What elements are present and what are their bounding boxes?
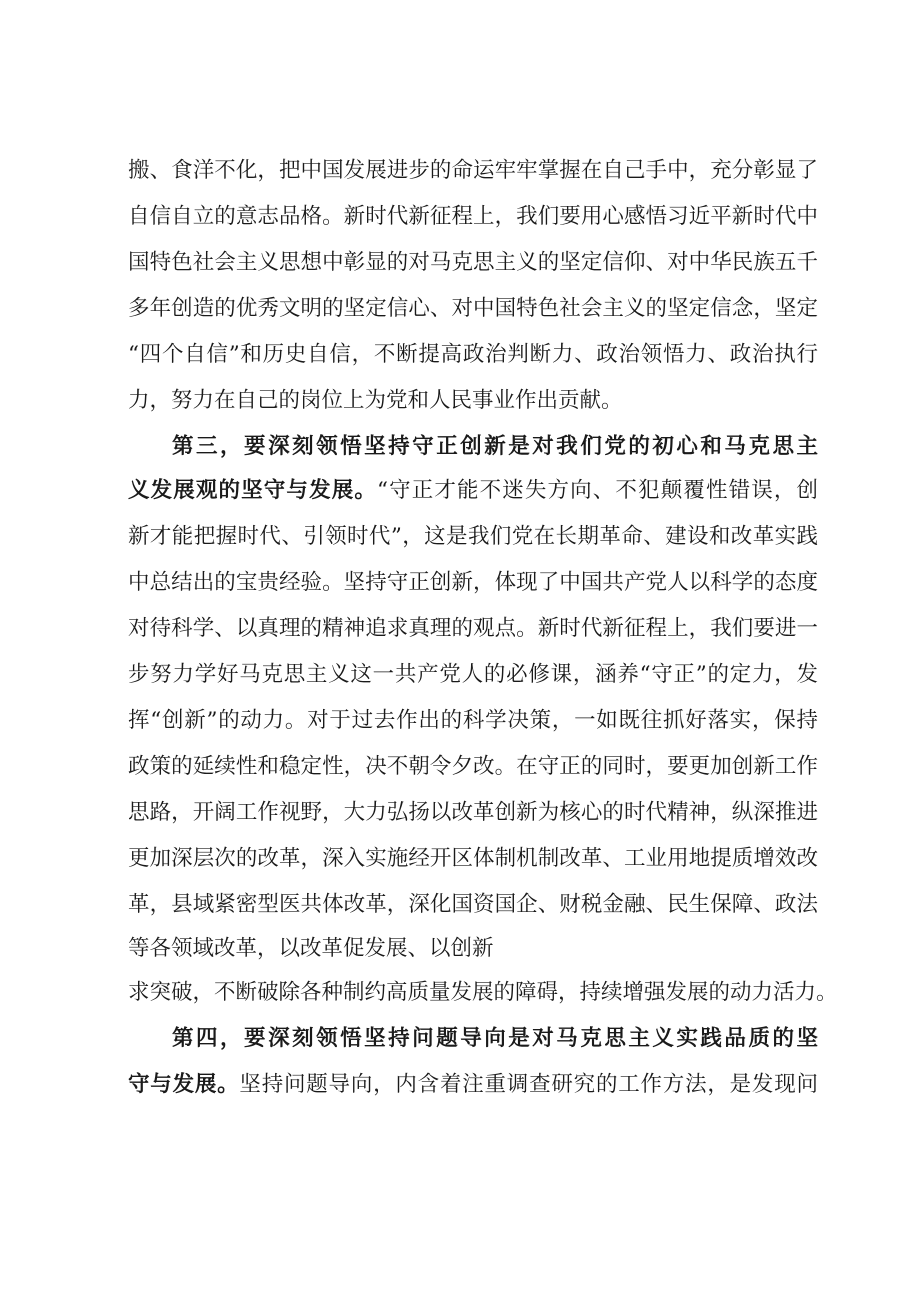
text-line [128, 248, 818, 278]
body-text: 力，努力在自己的岗位上为党和人民事业作出贡献。 [128, 388, 623, 413]
text-line [128, 798, 818, 828]
body-text: 国特色社会主义思想中彰显的对马克思主义的坚定信仰、对中华民族五千 [128, 250, 818, 275]
text-line [128, 660, 818, 690]
body-text: 步努力学好马克思主义这一共产党人的必修课，涵养“守正”的定力，发 [128, 662, 818, 687]
text-line [128, 294, 818, 324]
text-line [128, 614, 818, 644]
text-line [128, 156, 818, 186]
text-line [128, 522, 818, 552]
text-line [128, 706, 818, 736]
body-text: 自信自立的意志品格。新时代新征程上，我们要用心感悟习近平新时代中 [128, 204, 818, 229]
text-line [172, 432, 818, 462]
text-line [128, 978, 838, 1008]
text-line [128, 476, 818, 506]
text-line [128, 752, 818, 782]
body-text: 更加深层次的改革，深入实施经开区体制机制改革、工业用地提质增效改 [128, 846, 818, 871]
body-text: 等各领域改革，以改革促发展、以创新 [128, 936, 494, 961]
body-text: 求突破，不断破除各种制约高质量发展的障碍，持续增强发展的动力活力。 [128, 980, 838, 1005]
bold-heading-text: 第四，要深刻领悟坚持问题导向是对马克思主义实践品质的坚 [172, 1026, 818, 1051]
body-text: 新才能把握时代、引领时代”，这是我们党在长期革命、建设和改革实践 [128, 524, 818, 549]
text-line [128, 1070, 818, 1100]
body-text: 多年创造的优秀文明的坚定信心、对中国特色社会主义的坚定信念，坚定 [128, 296, 818, 321]
bold-heading-text: 守与发展。 [128, 1072, 240, 1097]
body-text: 挥“创新”的动力。对于过去作出的科学决策，一如既往抓好落实，保持 [128, 708, 818, 733]
body-text: 思路，开阔工作视野，大力弘扬以改革创新为核心的时代精神，纵深推进 [128, 800, 818, 825]
bold-heading-text: 第三，要深刻领悟坚持守正创新是对我们党的初心和马克思主 [172, 434, 818, 459]
text-line [128, 890, 818, 920]
text-line [128, 844, 818, 874]
body-text: 革，县域紧密型医共体改革，深化国资国企、财税金融、民生保障、政法 [128, 892, 818, 917]
bold-heading-text: 义发展观的坚守与发展。 [128, 478, 377, 503]
body-text: “四个自信”和历史自信，不断提高政治判断力、政治领悟力、政治执行 [128, 342, 818, 367]
text-line [172, 1024, 818, 1054]
body-text: 政策的延续性和稳定性，决不朝令夕改。在守正的同时，要更加创新工作 [128, 754, 818, 779]
text-line [128, 386, 623, 416]
body-text: “守正才能不迷失方向、不犯颠覆性错误，创 [376, 478, 818, 503]
body-text: 对待科学、以真理的精神追求真理的观点。新时代新征程上，我们要进一 [128, 616, 818, 641]
body-text: 搬、食洋不化，把中国发展进步的命运牢牢掌握在自己手中，充分彰显了 [128, 158, 818, 183]
text-line [128, 568, 818, 598]
text-line [128, 340, 818, 370]
body-text: 中总结出的宝贵经验。坚持守正创新，体现了中国共产党人以科学的态度 [128, 570, 818, 595]
text-line [128, 202, 818, 232]
body-text: 坚持问题导向，内含着注重调查研究的工作方法，是发现问 [239, 1072, 818, 1097]
text-line [128, 934, 494, 964]
